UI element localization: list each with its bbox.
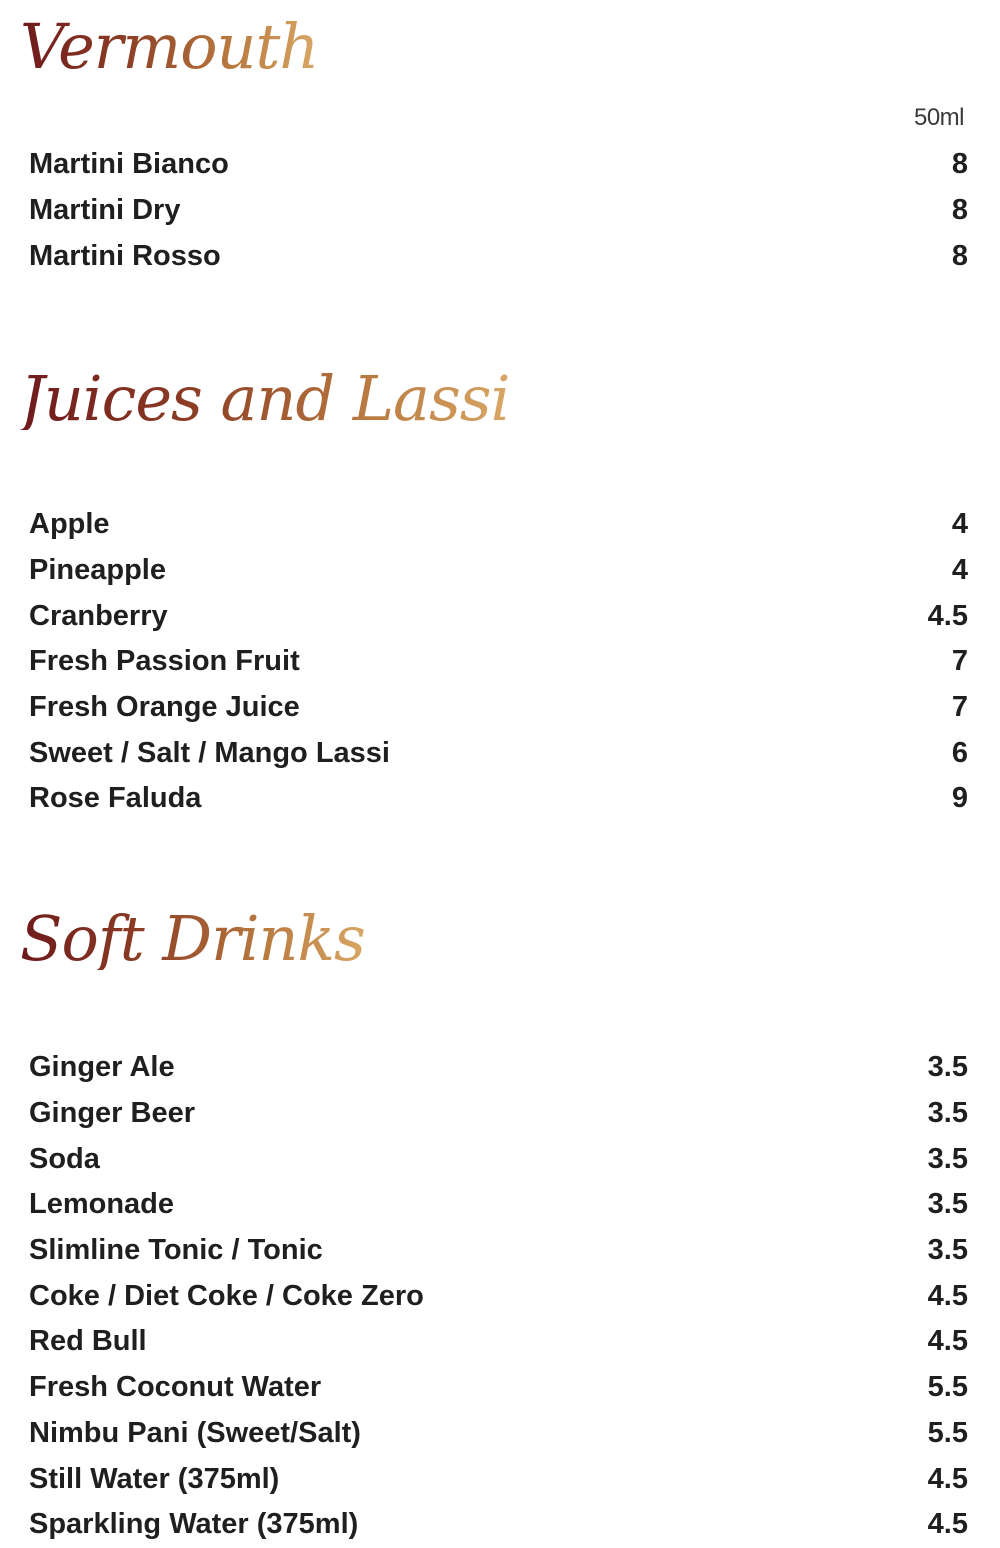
menu-item [29, 142, 968, 188]
menu-item-price: 5.5 [927, 1416, 968, 1449]
menu-item [29, 1365, 968, 1411]
menu-item-price: 3.5 [927, 1142, 968, 1175]
menu-item-price: 4.5 [927, 1508, 968, 1541]
menu-item-price: 7 [951, 691, 968, 724]
menu-item-price: 8 [951, 239, 968, 272]
menu-item [29, 233, 968, 279]
section-title-vermouth: Vermouth [20, 10, 319, 83]
menu-item [29, 639, 968, 685]
menu-item [29, 1136, 968, 1182]
menu-item-price: 8 [951, 148, 968, 181]
menu-item [29, 1182, 968, 1228]
menu-item [29, 685, 968, 731]
menu-item-price: 3.5 [927, 1234, 968, 1267]
menu-item-name: Ginger Ale [29, 1051, 175, 1084]
soft-drinks-list [29, 1045, 968, 1548]
menu-item-name: Nimbu Pani (Sweet/Salt) [29, 1416, 361, 1449]
menu-item [29, 1411, 968, 1457]
menu-item-price: 3.5 [927, 1188, 968, 1221]
menu-item-price: 4.5 [927, 599, 968, 632]
menu-item [29, 1502, 968, 1548]
menu-item [29, 776, 968, 822]
menu-item-price: 7 [951, 645, 968, 678]
menu-item-name: Fresh Orange Juice [29, 691, 300, 724]
menu-item [29, 1456, 968, 1502]
menu-item-price: 8 [951, 194, 968, 227]
menu-item-price: 4.5 [927, 1325, 968, 1358]
menu-item [29, 188, 968, 234]
menu-item-name: Still Water (375ml) [29, 1462, 280, 1495]
juices-list [29, 502, 968, 822]
menu-item [29, 1319, 968, 1365]
section-title-soft-drinks: Soft Drinks [20, 902, 365, 975]
menu-item-name: Soda [29, 1142, 100, 1175]
menu-item-price: 4 [951, 554, 968, 587]
vermouth-list [29, 142, 968, 279]
menu-item [29, 1273, 968, 1319]
menu-item-name: Ginger Beer [29, 1097, 195, 1130]
menu-item-price: 5.5 [927, 1371, 968, 1404]
menu-item-price: 4.5 [927, 1279, 968, 1312]
menu-item [29, 593, 968, 639]
menu-item [29, 730, 968, 776]
menu-item-name: Martini Bianco [29, 148, 229, 181]
menu-item-name: Fresh Coconut Water [29, 1371, 322, 1404]
menu-item-name: Lemonade [29, 1188, 175, 1221]
menu-item [29, 1045, 968, 1091]
menu-item-price: 6 [951, 736, 968, 769]
menu-item-name: Martini Dry [29, 194, 181, 227]
menu-item-name: Slimline Tonic / Tonic [29, 1234, 323, 1267]
menu-item-name: Martini Rosso [29, 239, 221, 272]
size-label-50ml: 50ml [913, 104, 964, 131]
menu-item-name: Apple [29, 508, 110, 541]
menu-item-price: 4.5 [927, 1462, 968, 1495]
menu-item-price: 4 [951, 508, 968, 541]
menu-item-name: Fresh Passion Fruit [29, 645, 300, 678]
menu-item-name: Rose Faluda [29, 782, 202, 815]
menu-item-name: Red Bull [29, 1325, 147, 1358]
menu-item [29, 548, 968, 594]
menu-item-price: 3.5 [927, 1097, 968, 1130]
menu-item [29, 1228, 968, 1274]
menu-item-name: Pineapple [29, 554, 166, 587]
menu-item-name: Cranberry [29, 599, 168, 632]
menu-item [29, 1091, 968, 1137]
menu-item-name: Coke / Diet Coke / Coke Zero [29, 1279, 424, 1312]
menu-item-name: Sweet / Salt / Mango Lassi [29, 736, 390, 769]
menu-item-name: Sparkling Water (375ml) [29, 1508, 359, 1541]
menu-item-price: 3.5 [927, 1051, 968, 1084]
section-title-juices-and-lassi: Juices and Lassi [20, 362, 510, 435]
menu-item-price: 9 [951, 782, 968, 815]
menu-item [29, 502, 968, 548]
